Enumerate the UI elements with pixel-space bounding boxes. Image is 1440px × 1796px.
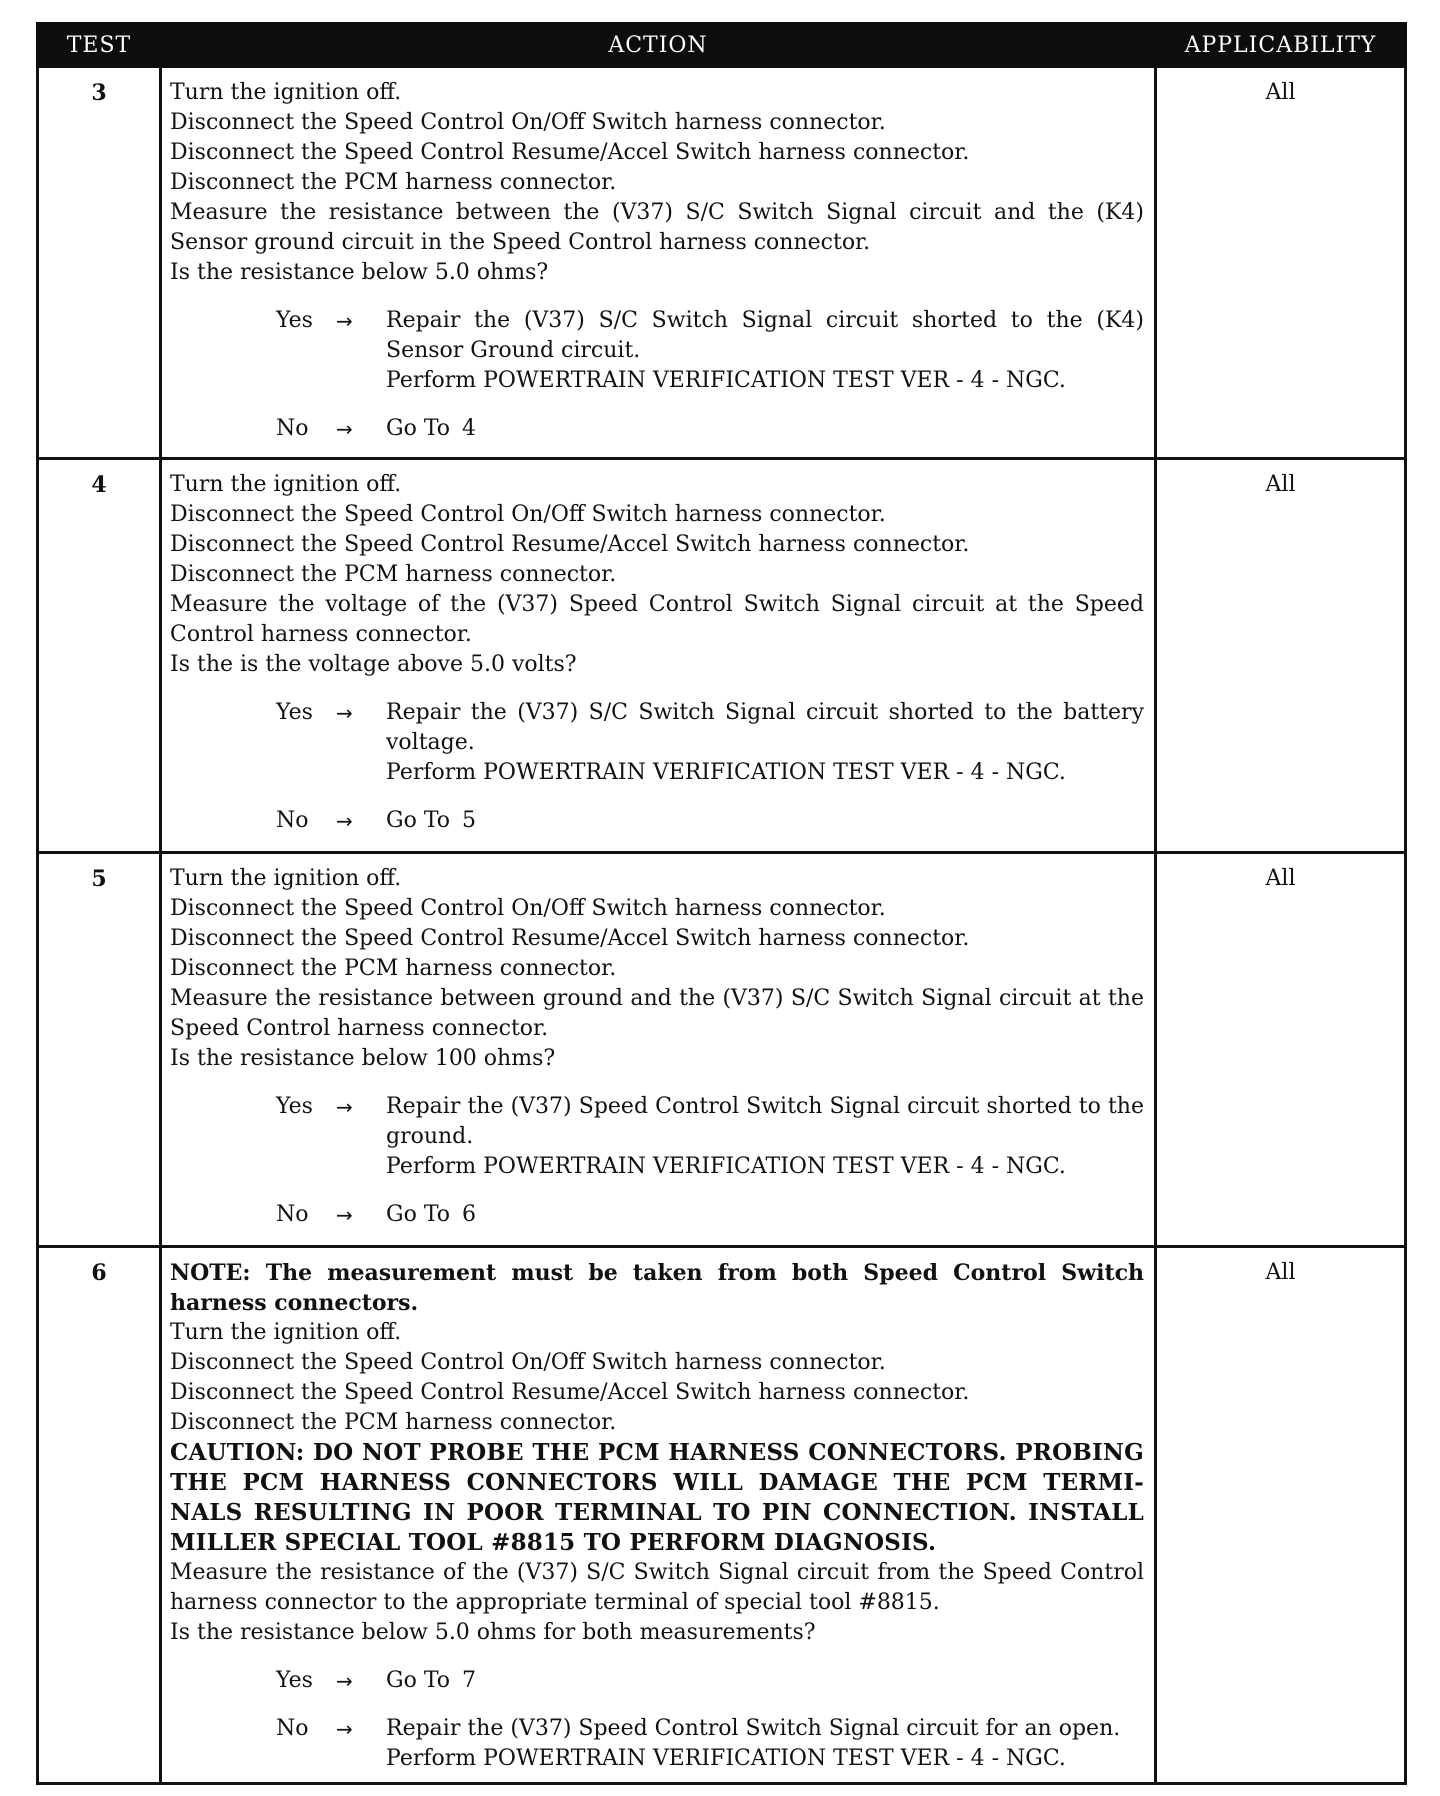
note-text: NOTE: The measurement must be taken from both Speed Control Switch harness connectors.	[170, 1260, 1144, 1316]
applicability-cell: All	[1156, 1247, 1406, 1784]
goto-text: Go To	[386, 808, 451, 833]
result-line: Perform POWERTRAIN VERIFICATION TEST VER - 4 - NGC.	[386, 760, 1066, 785]
no-outcome	[276, 414, 1144, 444]
yes-label: Yes	[276, 1668, 313, 1693]
no-label: No	[276, 1716, 309, 1741]
goto-number: 5	[462, 808, 477, 833]
right-arrow-icon: →	[336, 1095, 353, 1119]
result-line: Repair the (V37) Speed Control Switch Signal circuit for an open.	[386, 1716, 1121, 1741]
action-line: Disconnect the Speed Control On/Off Switch harness connector.	[170, 502, 886, 527]
right-arrow-icon: →	[336, 1669, 353, 1693]
table-row-test-4	[38, 459, 1406, 853]
right-arrow-icon: →	[336, 809, 353, 833]
yes-result	[386, 698, 1144, 788]
diagnostic-table-page	[36, 22, 1404, 1785]
action-line: Measure the voltage of the (V37) Speed Control Switch Signal circuit at the Speed Control harness connector.	[170, 592, 1144, 647]
header-test: TEST	[38, 24, 161, 67]
action-line: Measure the resistance between the (V37) S/C Switch Signal circuit and the (K4) Sensor ground circuit in the Speed Control harness connector.	[170, 200, 1144, 255]
action-line: Disconnect the Speed Control Resume/Accel Switch harness connector.	[170, 926, 970, 951]
goto-number: 7	[462, 1668, 477, 1693]
action-line: Disconnect the PCM harness connector.	[170, 170, 617, 195]
right-arrow-icon: →	[336, 417, 353, 441]
no-outcome	[276, 806, 1144, 836]
yes-outcome	[276, 306, 1144, 396]
test-number: 5	[38, 853, 161, 1247]
table-row-test-5	[38, 853, 1406, 1247]
result-line: Perform POWERTRAIN VERIFICATION TEST VER - 4 - NGC.	[386, 1154, 1066, 1179]
result-line: Repair the (V37) S/C Switch Signal circuit shorted to the (K4) Sensor Ground circuit.	[386, 308, 1144, 363]
test-number: 4	[38, 459, 161, 853]
action-line: Disconnect the PCM harness connector.	[170, 562, 617, 587]
yes-result	[386, 306, 1144, 396]
goto-number: 6	[462, 1202, 477, 1227]
applicability-cell: All	[1156, 853, 1406, 1247]
yes-label: Yes	[276, 308, 313, 333]
action-line: Disconnect the Speed Control Resume/Accel Switch harness connector.	[170, 532, 970, 557]
yes-label: Yes	[276, 700, 313, 725]
yes-result	[386, 1666, 1144, 1696]
goto-text: Go To	[386, 1202, 451, 1227]
no-label: No	[276, 808, 309, 833]
test-number: 3	[38, 67, 161, 459]
result-line: Perform POWERTRAIN VERIFICATION TEST VER - 4 - NGC.	[386, 368, 1066, 393]
action-cell	[161, 459, 1156, 853]
yes-outcome	[276, 698, 1144, 788]
no-result	[386, 1714, 1144, 1774]
no-outcome	[276, 1714, 1144, 1774]
right-arrow-icon: →	[336, 309, 353, 333]
action-cell	[161, 1247, 1156, 1784]
right-arrow-icon: →	[336, 1203, 353, 1227]
action-line: Disconnect the Speed Control Resume/Accel Switch harness connector.	[170, 1380, 970, 1405]
action-line: Disconnect the PCM harness connector.	[170, 956, 617, 981]
action-line: Turn the ignition off.	[170, 472, 402, 497]
yes-label: Yes	[276, 1094, 313, 1119]
table-row-test-6	[38, 1247, 1406, 1784]
action-cell	[161, 853, 1156, 1247]
table-header-row	[38, 24, 1406, 67]
right-arrow-icon: →	[336, 1717, 353, 1741]
goto-text: Go To	[386, 1668, 451, 1693]
applicability-cell: All	[1156, 459, 1406, 853]
action-question: Is the resistance below 5.0 ohms?	[170, 260, 549, 285]
right-arrow-icon: →	[336, 701, 353, 725]
header-applicability: APPLICABILITY	[1156, 24, 1406, 67]
action-line: Turn the ignition off.	[170, 866, 402, 891]
action-question: Is the resistance below 100 ohms?	[170, 1046, 556, 1071]
action-line: Disconnect the PCM harness connector.	[170, 1410, 617, 1435]
action-line: Disconnect the Speed Control Resume/Accel Switch harness connector.	[170, 140, 970, 165]
result-line: Repair the (V37) S/C Switch Signal circuit shorted to the battery voltage.	[386, 700, 1144, 755]
no-outcome	[276, 1200, 1144, 1230]
result-line: Perform POWERTRAIN VERIFICATION TEST VER - 4 - NGC.	[386, 1746, 1066, 1771]
yes-outcome	[276, 1666, 1144, 1696]
test-number: 6	[38, 1247, 161, 1784]
action-line: Disconnect the Speed Control On/Off Switch harness connector.	[170, 896, 886, 921]
action-question: Is the resistance below 5.0 ohms for both measurements?	[170, 1620, 816, 1645]
no-result	[386, 806, 1144, 836]
result-line: Repair the (V37) Speed Control Switch Signal circuit shorted to the ground.	[386, 1094, 1144, 1149]
table-row-test-3	[38, 67, 1406, 459]
header-action: ACTION	[161, 24, 1156, 67]
caution-text: CAUTION: DO NOT PROBE THE PCM HARNESS CONNECTORS. PROBING THE PCM HARNESS CONNECTORS WILL DAMAGE THE PCM TERMI-NALS RESULTING IN POOR TERMINAL TO PIN CONNECTION. INSTALL MILLER SPECIAL TOOL #8815 TO PERFORM DIAGNOSIS.	[170, 1439, 1144, 1556]
applicability-cell: All	[1156, 67, 1406, 459]
action-line: Measure the resistance between ground and the (V37) S/C Switch Signal circuit at the Speed Control harness connector.	[170, 986, 1144, 1041]
no-label: No	[276, 1202, 309, 1227]
action-line: Disconnect the Speed Control On/Off Switch harness connector.	[170, 1350, 886, 1375]
action-line: Turn the ignition off.	[170, 1320, 402, 1345]
no-label: No	[276, 416, 309, 441]
yes-result	[386, 1092, 1144, 1182]
yes-outcome	[276, 1092, 1144, 1182]
goto-text: Go To	[386, 416, 451, 441]
diagnostic-test-table	[36, 22, 1407, 1785]
action-cell	[161, 67, 1156, 459]
no-result	[386, 1200, 1144, 1230]
action-line: Turn the ignition off.	[170, 80, 402, 105]
no-result	[386, 414, 1144, 444]
action-line: Measure the resistance of the (V37) S/C Switch Signal circuit from the Speed Control harness connector to the appropriate terminal of special tool #8815.	[170, 1560, 1144, 1615]
action-question: Is the is the voltage above 5.0 volts?	[170, 652, 577, 677]
goto-number: 4	[462, 416, 477, 441]
action-line: Disconnect the Speed Control On/Off Switch harness connector.	[170, 110, 886, 135]
